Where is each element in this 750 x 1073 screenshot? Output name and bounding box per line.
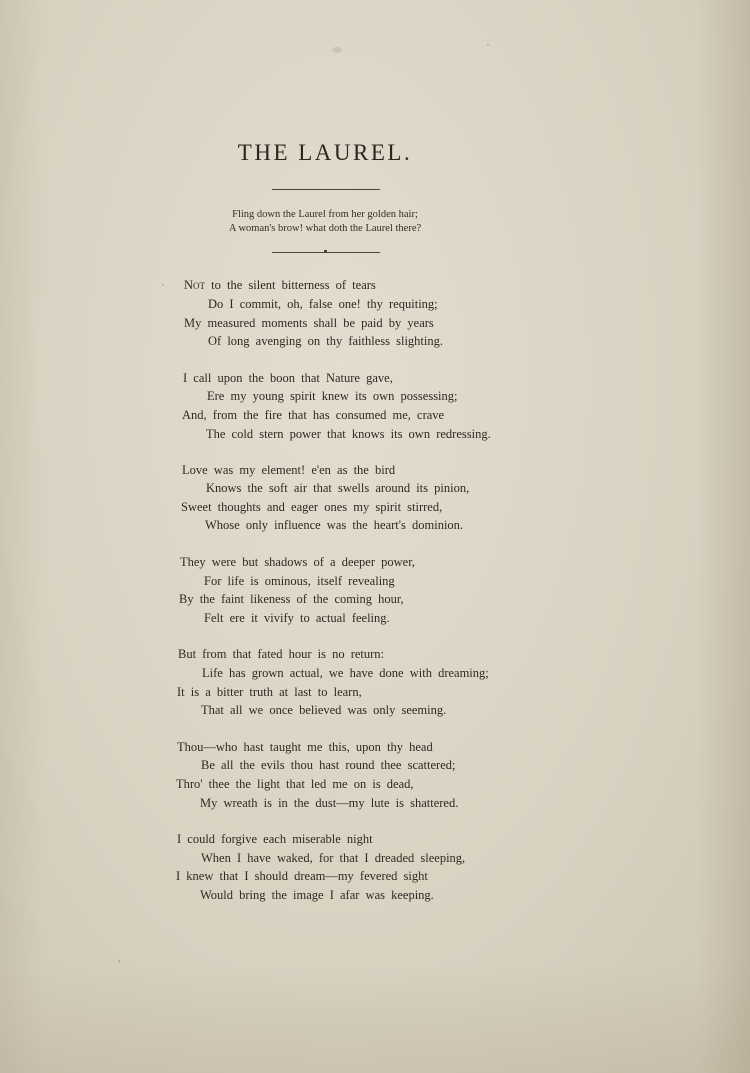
stanza-3-line-3: Sweet thoughts and eager ones my spirit stirred,	[181, 500, 443, 514]
paper-speck	[487, 44, 489, 46]
stanza-7-line-1: I could forgive each miserable night	[177, 832, 373, 846]
stanza-7-line-3: I knew that I should dream—my fevered sight	[176, 869, 428, 883]
stanza-4-line-3: By the faint likeness of the coming hour,	[179, 592, 404, 606]
stanza-1-line-2: Do I commit, oh, false one! thy requiting;	[208, 297, 438, 311]
stanza-5-line-4: That all we once believed was only seeming.	[201, 703, 447, 717]
stanza-4-line-2: For life is ominous, itself revealing	[204, 574, 395, 588]
stanza-1-line-1: Not to the silent bitterness of tears	[184, 278, 376, 292]
stanza-6-line-1: Thou—who hast taught me this, upon thy head	[177, 740, 433, 754]
stanza-2-line-4: The cold stern power that knows its own redressing.	[206, 427, 491, 441]
stanza-3-line-2: Knows the soft air that swells around its pinion,	[206, 481, 470, 495]
epigraph-rule	[272, 252, 380, 253]
epigraph-line-2: A woman's brow! what doth the Laurel there?	[228, 223, 422, 234]
stanza-5-line-3: It is a bitter truth at last to learn,	[177, 685, 362, 699]
epigraph-line-1: Fling down the Laurel from her golden hair;	[232, 209, 418, 220]
stanza-6-line-3: Thro' thee the light that led me on is dead,	[176, 777, 414, 791]
stanza-2-line-3: And, from the fire that has consumed me, crave	[182, 408, 445, 422]
stanza-7-line-2: When I have waked, for that I dreaded sleeping,	[201, 851, 466, 865]
poem-title: THE LAUREL.	[237, 140, 413, 165]
stanza-6-line-4: My wreath is in the dust—my lute is shattered.	[200, 796, 459, 810]
title-rule	[272, 189, 380, 190]
stanza-3-line-1: Love was my element! e'en as the bird	[182, 463, 396, 477]
stanza-4-line-1: They were but shadows of a deeper power,	[180, 555, 416, 569]
stanza-1-line-3: My measured moments shall be paid by years	[184, 316, 434, 330]
stanza-7-line-4: Would bring the image I afar was keeping.	[200, 888, 434, 902]
stanza-2-line-2: Ere my young spirit knew its own possessing;	[207, 389, 458, 403]
paper-speck	[118, 960, 120, 963]
stanza-6-line-2: Be all the evils thou hast round thee scattered;	[201, 758, 456, 772]
stanza-2-line-1: I call upon the boon that Nature gave,	[183, 371, 393, 385]
stanza-4-line-4: Felt ere it vivify to actual feeling.	[204, 611, 390, 625]
stanza-5-line-2: Life has grown actual, we have done with dreaming;	[202, 666, 489, 680]
stanza-3-line-4: Whose only influence was the heart's dominion.	[205, 518, 464, 532]
paper-stain	[332, 47, 342, 53]
stanza-1-line-4: Of long avenging on thy faithless slighting.	[208, 334, 443, 348]
stanza-5-line-1: But from that fated hour is no return:	[178, 647, 385, 661]
paper-speck	[162, 284, 164, 286]
